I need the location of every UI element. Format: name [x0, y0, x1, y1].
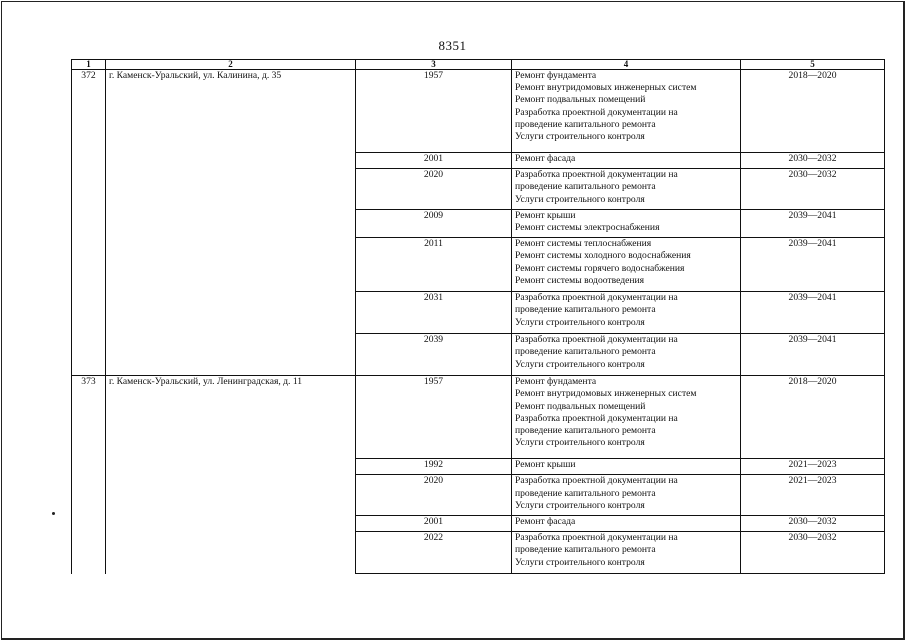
- table-body: [72, 70, 885, 574]
- planned-period: 2021—2023: [741, 475, 885, 516]
- work-item: Ремонт системы холодного водоснабжения: [515, 250, 691, 262]
- work-item: проведение капитального ремонта: [515, 487, 656, 499]
- work-types: [512, 292, 741, 334]
- planned-period: 2030—2032: [741, 516, 885, 532]
- work-item: Услуги строительного контроля: [515, 437, 645, 449]
- last-repair-year: 2020: [356, 475, 512, 516]
- last-repair-year: 1957: [356, 70, 512, 153]
- work-item: Ремонт крыши: [515, 209, 576, 221]
- last-repair-year: 2011: [356, 238, 512, 292]
- work-item: Ремонт системы теплоснабжения: [515, 238, 652, 250]
- work-item: Услуги строительного контроля: [515, 499, 645, 511]
- house-address: г. Каменск-Уральский, ул. Калинина, д. 35: [106, 70, 356, 376]
- planned-period: 2030—2032: [741, 169, 885, 210]
- work-item: Ремонт подвальных помещений: [515, 94, 646, 106]
- scan-speck: [52, 512, 55, 515]
- work-item: Разработка проектной документации на: [515, 532, 678, 544]
- last-repair-year: 2001: [356, 516, 512, 532]
- work-item: Ремонт фундамента: [515, 70, 597, 81]
- planned-period: 2039—2041: [741, 292, 885, 334]
- work-types: [512, 334, 741, 376]
- work-item: Услуги строительного контроля: [515, 131, 645, 143]
- work-item: Услуги строительного контроля: [515, 556, 645, 568]
- page-number: 8351: [438, 38, 467, 53]
- work-item: проведение капитального ремонта: [515, 118, 656, 130]
- repair-schedule-table: [71, 59, 885, 574]
- work-item: Услуги строительного контроля: [515, 193, 645, 205]
- work-types: [512, 459, 741, 475]
- last-repair-year: 2009: [356, 209, 512, 237]
- work-item: Ремонт системы горячего водоснабжения: [515, 262, 685, 274]
- work-types: [512, 70, 741, 153]
- work-types: [512, 238, 741, 292]
- work-item: Ремонт внутридомовых инженерных систем: [515, 82, 697, 94]
- last-repair-year: 2039: [356, 334, 512, 376]
- table-row: [72, 376, 885, 459]
- work-item: Услуги строительного контроля: [515, 358, 645, 370]
- work-item: Разработка проектной документации на: [515, 106, 678, 118]
- work-types: [512, 516, 741, 532]
- house-address: г. Каменск-Уральский, ул. Ленинградская, д. 11: [106, 376, 356, 574]
- header-row: [72, 60, 885, 70]
- header-col-2: 2: [106, 60, 356, 70]
- work-item: Ремонт фасада: [515, 516, 576, 528]
- work-item: Ремонт системы электроснабжения: [515, 222, 660, 234]
- planned-period: 2039—2041: [741, 334, 885, 376]
- work-item: проведение капитального ремонта: [515, 544, 656, 556]
- last-repair-year: 1957: [356, 376, 512, 459]
- work-item: проведение капитального ремонта: [515, 346, 656, 358]
- work-item: Разработка проектной документации на: [515, 334, 678, 346]
- work-item: Ремонт подвальных помещений: [515, 400, 646, 412]
- table-row: [72, 70, 885, 153]
- work-types: [512, 376, 741, 459]
- work-item: Разработка проектной документации на: [515, 475, 678, 487]
- header-col-4: 4: [512, 60, 741, 70]
- header-col-3: 3: [356, 60, 512, 70]
- last-repair-year: 2022: [356, 532, 512, 574]
- planned-period: 2030—2032: [741, 153, 885, 169]
- planned-period: 2021—2023: [741, 459, 885, 475]
- work-item: проведение капитального ремонта: [515, 181, 656, 193]
- work-types: [512, 209, 741, 237]
- header-col-5: 5: [741, 60, 885, 70]
- work-types: [512, 169, 741, 210]
- last-repair-year: 2020: [356, 169, 512, 210]
- work-item: Ремонт внутридомовых инженерных систем: [515, 388, 697, 400]
- house-number: 372: [72, 70, 106, 376]
- planned-period: 2030—2032: [741, 532, 885, 574]
- work-types: [512, 532, 741, 574]
- planned-period: 2039—2041: [741, 238, 885, 292]
- work-item: Разработка проектной документации на: [515, 292, 678, 304]
- work-item: Ремонт фундамента: [515, 376, 597, 388]
- header-col-1: 1: [72, 60, 106, 70]
- work-item: Ремонт крыши: [515, 459, 576, 471]
- work-types: [512, 475, 741, 516]
- work-types: [512, 153, 741, 169]
- work-item: проведение капитального ремонта: [515, 304, 656, 316]
- house-number: 373: [72, 376, 106, 574]
- planned-period: 2039—2041: [741, 209, 885, 237]
- work-item: Ремонт фасада: [515, 153, 576, 164]
- work-item: Разработка проектной документации на: [515, 412, 678, 424]
- work-item: Услуги строительного контроля: [515, 316, 645, 328]
- last-repair-year: 2001: [356, 153, 512, 169]
- work-item: проведение капитального ремонта: [515, 425, 656, 437]
- planned-period: 2018—2020: [741, 70, 885, 153]
- last-repair-year: 2031: [356, 292, 512, 334]
- work-item: Ремонт системы водоотведения: [515, 274, 645, 286]
- work-item: Разработка проектной документации на: [515, 169, 678, 181]
- last-repair-year: 1992: [356, 459, 512, 475]
- planned-period: 2018—2020: [741, 376, 885, 459]
